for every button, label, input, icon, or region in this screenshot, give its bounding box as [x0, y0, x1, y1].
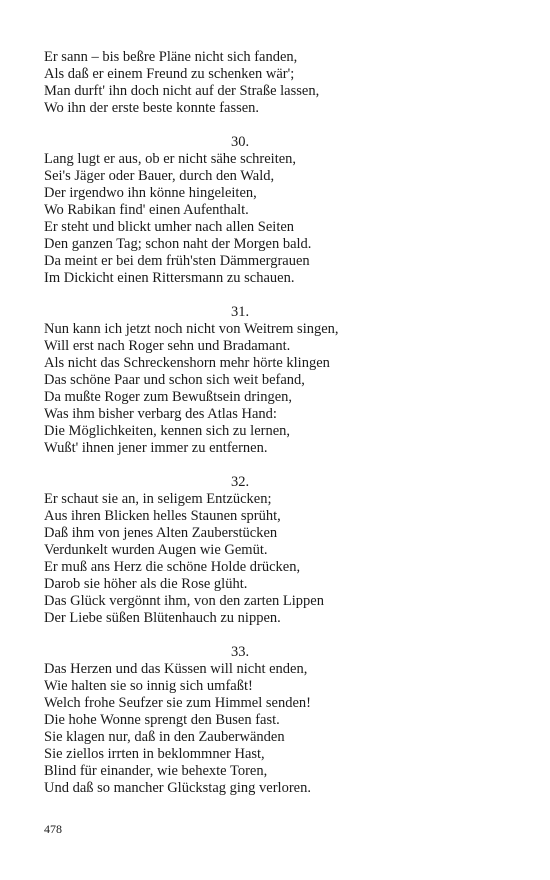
verse-line: Verdunkelt wurden Augen wie Gemüt.	[44, 542, 268, 558]
verse-line: Wie halten sie so innig sich umfaßt!	[44, 678, 253, 694]
verse-line: Wo Rabikan find' einen Aufenthalt.	[44, 202, 249, 218]
verse-line: Sie ziellos irrten in beklommner Hast,	[44, 746, 265, 762]
verse-line: Er schaut sie an, in seligem Entzücken;	[44, 491, 272, 507]
stanza-33	[44, 644, 444, 797]
verse-line: Was ihm bisher verbarg des Atlas Hand:	[44, 406, 277, 422]
verse-line: Er sann – bis beßre Pläne nicht sich fanden,	[44, 49, 298, 65]
verse-line: Das Herzen und das Küssen will nicht enden,	[44, 661, 308, 677]
stanza-number: 32.	[230, 474, 250, 490]
verse-line: Die Möglichkeiten, kennen sich zu lernen,	[44, 423, 291, 439]
stanza-29-continued	[44, 49, 444, 117]
verse-line: Den ganzen Tag; schon naht der Morgen bald.	[44, 236, 312, 252]
verse-line: Man durft' ihn doch nicht auf der Straße lassen,	[44, 83, 320, 99]
verse-line: Wußt' ihnen jener immer zu entfernen.	[44, 440, 268, 456]
stanza-number: 33.	[230, 644, 250, 660]
verse-line: Als nicht das Schreckenshorn mehr hörte klingen	[44, 355, 330, 371]
verse-line: Im Dickicht einen Rittersmann zu schauen.	[44, 270, 295, 286]
verse-line: Das schöne Paar und schon sich weit befand,	[44, 372, 305, 388]
verse-line: Lang lugt er aus, ob er nicht sähe schreiten,	[44, 151, 297, 167]
verse-line: Da meint er bei dem früh'sten Dämmergrauen	[44, 253, 310, 269]
stanza-number: 30.	[230, 134, 250, 150]
verse-line: Er muß ans Herz die schöne Holde drücken,	[44, 559, 301, 575]
stanza-32	[44, 474, 444, 627]
verse-line: Der irgendwo ihn könne hingeleiten,	[44, 185, 257, 201]
verse-line: Wo ihn der erste beste konnte fassen.	[44, 100, 260, 116]
verse-line: Will erst nach Roger sehn und Bradamant.	[44, 338, 291, 354]
verse-line: Sie klagen nur, daß in den Zauberwänden	[44, 729, 285, 745]
verse-line: Darob sie höher als die Rose glüht.	[44, 576, 248, 592]
verse-line: Das Glück vergönnt ihm, von den zarten Lippen	[44, 593, 324, 609]
verse-line: Sei's Jäger oder Bauer, durch den Wald,	[44, 168, 275, 184]
page-number: 478	[44, 822, 62, 836]
verse-line: Da mußte Roger zum Bewußtsein dringen,	[44, 389, 293, 405]
stanza-31	[44, 304, 444, 457]
verse-line: Er steht und blickt umher nach allen Seiten	[44, 219, 295, 235]
verse-line: Aus ihren Blicken helles Staunen sprüht,	[44, 508, 281, 524]
verse-line: Welch frohe Seufzer sie zum Himmel senden!	[44, 695, 311, 711]
verse-line: Und daß so mancher Glückstag ging verloren.	[44, 780, 311, 796]
verse-line: Die hohe Wonne sprengt den Busen fast.	[44, 712, 280, 728]
verse-line: Als daß er einem Freund zu schenken wär';	[44, 66, 295, 82]
verse-line: Daß ihm von jenes Alten Zauberstücken	[44, 525, 278, 541]
stanza-30	[44, 134, 444, 287]
verse-line: Der Liebe süßen Blütenhauch zu nippen.	[44, 610, 281, 626]
stanza-number: 31.	[230, 304, 250, 320]
verse-line: Nun kann ich jetzt noch nicht von Weitrem singen,	[44, 321, 339, 337]
verse-line: Blind für einander, wie behexte Toren,	[44, 763, 268, 779]
poem-page	[44, 49, 444, 797]
